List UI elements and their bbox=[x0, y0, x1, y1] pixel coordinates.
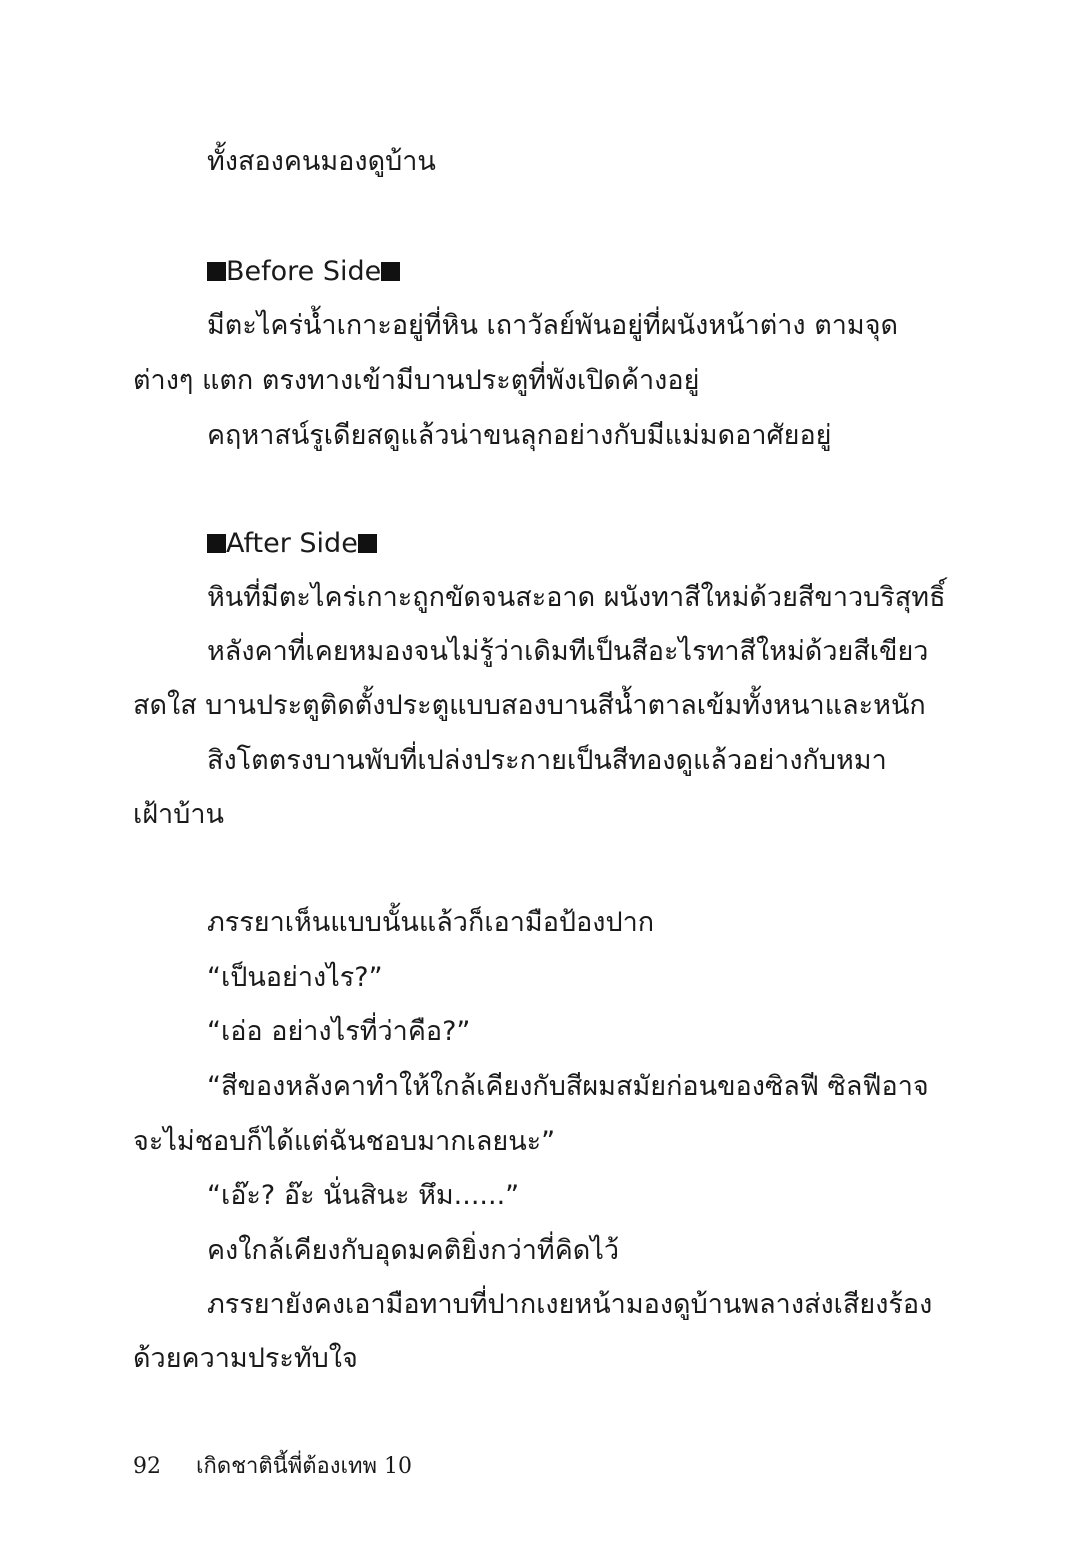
section-heading-before bbox=[207, 254, 400, 290]
square-bullet-icon bbox=[207, 534, 226, 553]
paragraph-line: หินที่มีตะไคร่เกาะถูกขัดจนสะอาด ผนังทาสีใหม่ด้วยสีขาวบริสุทธิ์ bbox=[207, 582, 946, 613]
dialogue-line: จะไม่ชอบก็ได้แต่ฉันชอบมากเลยนะ” bbox=[133, 1126, 556, 1157]
paragraph-line: สิงโตตรงบานพับที่เปล่งประกายเป็นสีทองดูแล้วอย่างกับหมา bbox=[207, 745, 887, 776]
paragraph-line: คฤหาสน์รูเดียสดูแล้วน่าขนลุกอย่างกับมีแม่มดอาศัยอยู่ bbox=[207, 420, 832, 451]
dialogue-line: “สีของหลังคาทำให้ใกล้เคียงกับสีผมสมัยก่อนของซิลฟี ซิลฟีอาจ bbox=[207, 1071, 929, 1102]
paragraph-line: ต่างๆ แตก ตรงทางเข้ามีบานประตูที่พังเปิดค้างอยู่ bbox=[133, 365, 700, 396]
page-number: 92 bbox=[133, 1454, 161, 1479]
paragraph-line: ภรรยายังคงเอามือทาบที่ปากเงยหน้ามองดูบ้านพลางส่งเสียงร้อง bbox=[207, 1289, 933, 1320]
paragraph-line: สดใส บานประตูติดตั้งประตูแบบสองบานสีน้ำตาลเข้มทั้งหนาและหนัก bbox=[133, 690, 926, 721]
section-heading-text: Before Side bbox=[226, 256, 382, 287]
dialogue-line: “เอ่อ อย่างไรที่ว่าคือ?” bbox=[207, 1016, 471, 1047]
paragraph-line: หลังคาที่เคยหมองจนไม่รู้ว่าเดิมทีเป็นสีอะไรทาสีใหม่ด้วยสีเขียว bbox=[207, 636, 929, 667]
section-heading-text: After Side bbox=[226, 528, 358, 559]
paragraph-line: มีตะไคร่น้ำเกาะอยู่ที่หิน เถาวัลย์พันอยู่ที่ผนังหน้าต่าง ตามจุด bbox=[207, 310, 899, 341]
section-heading-after bbox=[207, 526, 377, 562]
running-footer-title: เกิดชาตินี้พี่ต้องเทพ 10 bbox=[196, 1454, 412, 1479]
paragraph-line: เฝ้าบ้าน bbox=[133, 799, 224, 830]
paragraph-line: ทั้งสองคนมองดูบ้าน bbox=[207, 146, 436, 177]
square-bullet-icon bbox=[358, 534, 377, 553]
paragraph-line: คงใกล้เคียงกับอุดมคติยิ่งกว่าที่คิดไว้ bbox=[207, 1235, 620, 1266]
square-bullet-icon bbox=[207, 262, 226, 281]
square-bullet-icon bbox=[381, 262, 400, 281]
paragraph-line: ภรรยาเห็นแบบนั้นแล้วก็เอามือป้องปาก bbox=[207, 907, 655, 938]
paragraph-line: ด้วยความประทับใจ bbox=[133, 1343, 358, 1374]
dialogue-line: “เอ๊ะ? อ๊ะ นั่นสินะ หึม......” bbox=[207, 1180, 520, 1211]
dialogue-line: “เป็นอย่างไร?” bbox=[207, 962, 383, 993]
